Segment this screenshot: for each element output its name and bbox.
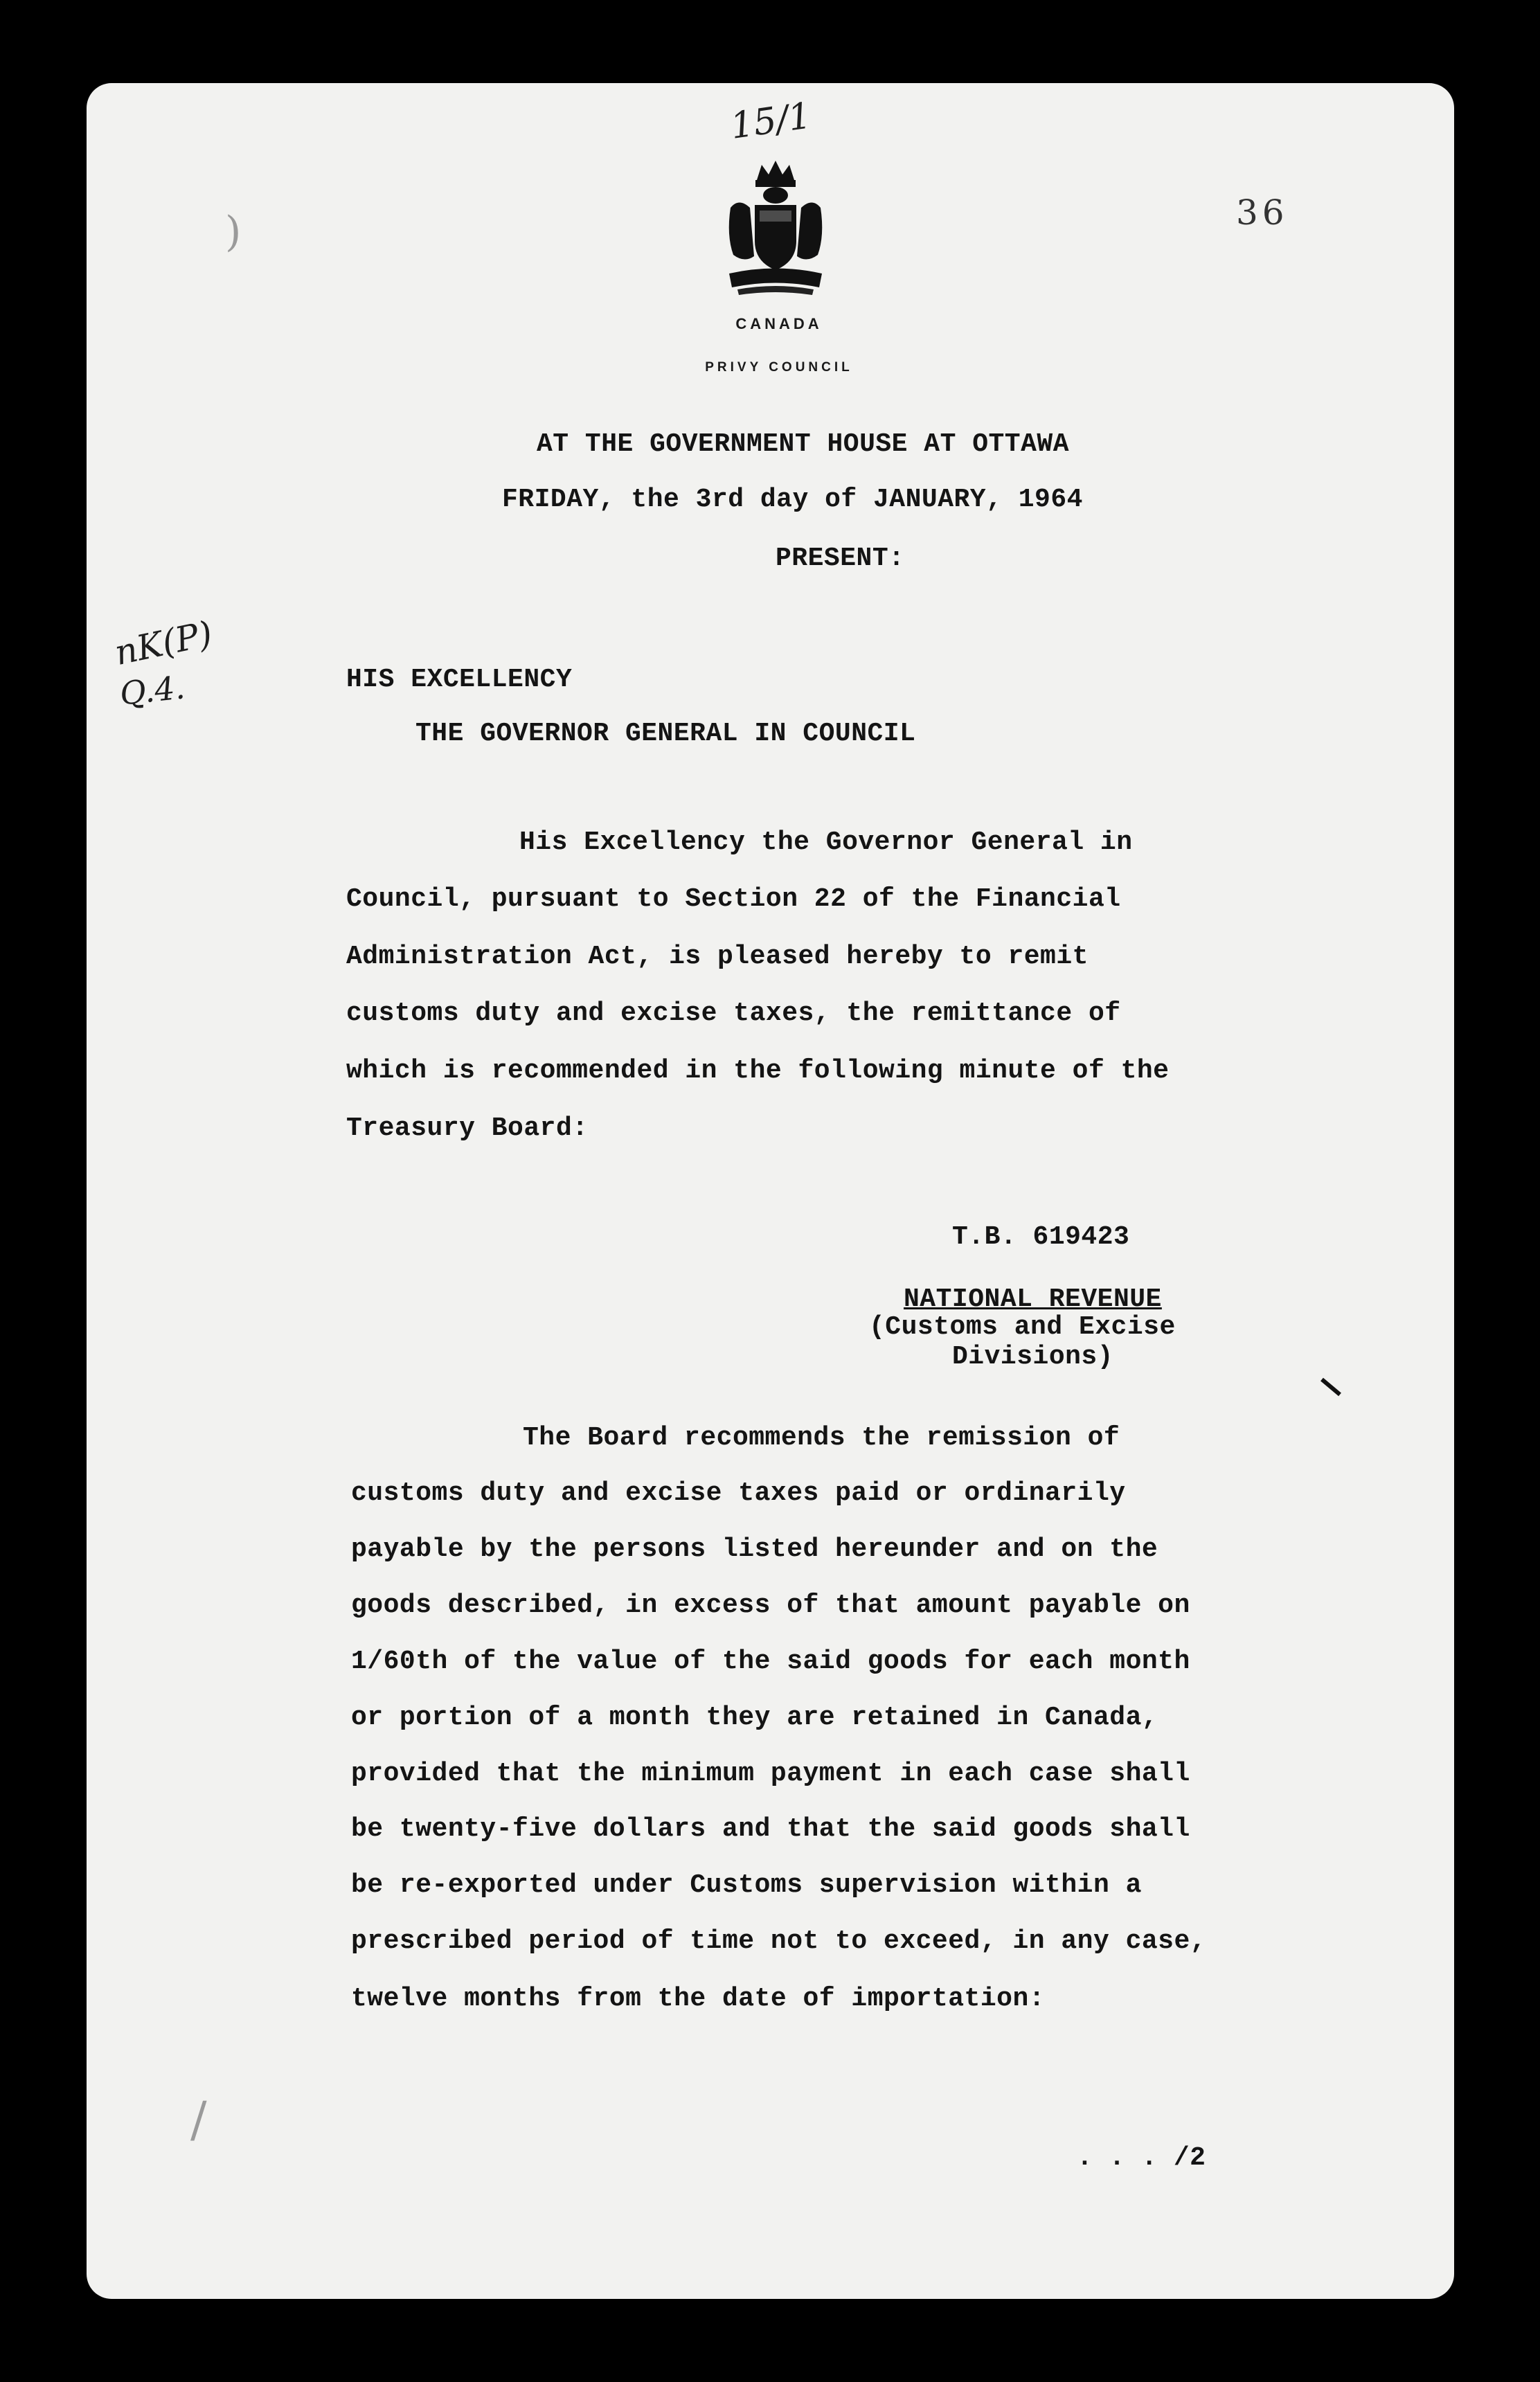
- intro-line-5: which is recommended in the following minute of the: [346, 1056, 1170, 1086]
- continuation-marker: . . . /2: [1077, 2143, 1206, 2173]
- board-line-6: or portion of a month they are retained in Canada,: [351, 1703, 1158, 1732]
- margin-note-2: Q.4.: [118, 668, 187, 713]
- board-line-8: be twenty-five dollars and that the said goods shall: [351, 1814, 1190, 1844]
- office-label: PRIVY COUNCIL: [705, 360, 853, 375]
- board-line-1: The Board recommends the remission of: [523, 1423, 1120, 1453]
- minute-reference: T.B. 619423: [952, 1222, 1130, 1252]
- address-line-2: THE GOVERNOR GENERAL IN COUNCIL: [415, 719, 916, 749]
- present-label: PRESENT:: [776, 544, 905, 573]
- country-label: CANADA: [735, 315, 823, 332]
- board-line-3: payable by the persons listed hereunder and on the: [351, 1534, 1158, 1564]
- document-page: [87, 83, 1454, 2299]
- date-line: FRIDAY, the 3rd day of JANUARY, 1964: [502, 485, 1083, 514]
- board-line-10: prescribed period of time not to exceed, in any case,: [351, 1926, 1207, 1956]
- intro-line-2: Council, pursuant to Section 22 of the Financial: [346, 884, 1121, 914]
- board-line-5: 1/60th of the value of the said goods for each month: [351, 1647, 1190, 1676]
- margin-note-1: nK(P): [111, 613, 216, 674]
- minute-department: NATIONAL REVENUE: [904, 1284, 1162, 1314]
- margin-tick-mark: [1320, 1378, 1341, 1396]
- address-line-1: HIS EXCELLENCY: [346, 665, 573, 695]
- location-line: AT THE GOVERNMENT HOUSE AT OTTAWA: [537, 429, 1070, 459]
- scan-artifact: /: [190, 2091, 207, 2148]
- canada-coat-of-arms-icon: [724, 159, 827, 298]
- page-number: 36: [1236, 192, 1289, 233]
- intro-line-1: His Excellency the Governor General in: [519, 827, 1133, 857]
- board-line-7: provided that the minimum payment in each case shall: [351, 1759, 1190, 1789]
- scan-artifact: ): [225, 208, 242, 256]
- board-line-2: customs duty and excise taxes paid or ordinarily: [351, 1478, 1126, 1508]
- intro-line-6: Treasury Board:: [346, 1113, 589, 1143]
- intro-line-3: Administration Act, is pleased hereby to remit: [346, 942, 1089, 971]
- minute-division-2: Divisions): [952, 1342, 1114, 1372]
- minute-division-1: (Customs and Excise: [869, 1312, 1176, 1342]
- board-line-11: twelve months from the date of importation:: [351, 1984, 1046, 2014]
- board-line-4: goods described, in excess of that amount payable on: [351, 1591, 1190, 1620]
- intro-line-4: customs duty and excise taxes, the remittance of: [346, 999, 1121, 1028]
- file-number-handwritten: 15/1: [728, 95, 814, 147]
- board-line-9: be re-exported under Customs supervision within a: [351, 1870, 1142, 1900]
